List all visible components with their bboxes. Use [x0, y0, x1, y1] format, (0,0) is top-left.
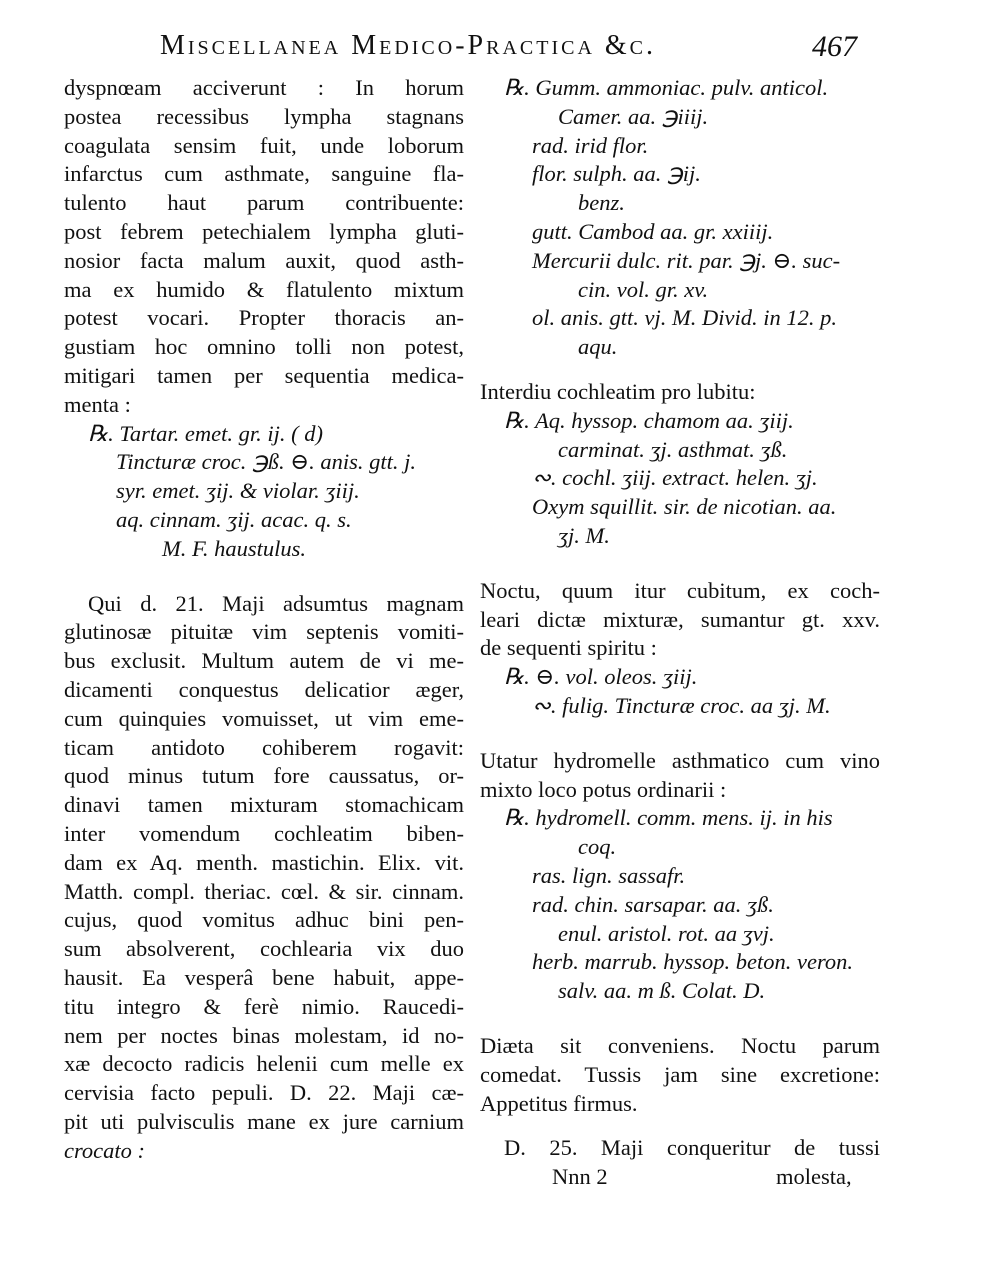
left-column-text-line: post febrem petechialem lympha gluti-: [64, 218, 464, 244]
right-column-text-line: aqu.: [578, 334, 618, 360]
right-column-text-line: ℞. Aq. hyssop. chamom aa. ʒiij.: [504, 407, 794, 433]
page-number: 467: [812, 30, 857, 63]
left-column-text-line: dyspnœam acciverunt : In horum: [64, 75, 464, 100]
right-column-spacer: [480, 721, 880, 747]
left-column-text-line: inter vomendum cochleatim biben-: [64, 820, 464, 846]
right-column-text-line: flor. sulph. aa. ℈ij.: [532, 161, 701, 187]
right-column: [480, 74, 880, 1193]
left-column-text-line: tulento haut parum contribuente:: [64, 190, 464, 216]
right-column-text-line: comedat. Tussis jam sine excretione:: [480, 1061, 880, 1087]
right-column-text-line: Noctu, quum itur cubitum, ex coch-: [480, 577, 880, 603]
left-column-text-line: M. F. haustulus.: [162, 535, 306, 561]
left-column-text-line: coagulata sensim fuit, unde loborum: [64, 132, 464, 158]
left-column-text-line: nem per noctes binas molestam, id no-: [64, 1022, 464, 1048]
right-column-text-line: carminat. ʒj. asthmat. ʒß.: [558, 436, 788, 462]
left-column-text-line: cum quinquies vomuisset, ut vim eme-: [64, 705, 464, 731]
right-column-text-line: ʒj. M.: [558, 522, 610, 548]
left-column: [64, 74, 464, 1165]
right-column-text-line: Oxym squillit. sir. de nicotian. aa.: [532, 494, 837, 520]
right-column-text-line: rad. irid flor.: [532, 132, 649, 158]
signature-mark: Nnn 2: [552, 1164, 608, 1190]
right-column-text-line: ℞. Gumm. ammoniac. pulv. anticol.: [504, 75, 829, 100]
left-column-text-line: pit uti pulvisculis mane ex jure carnium: [64, 1108, 464, 1134]
left-column-text-line: xæ decocto radicis helenii cum melle ex: [64, 1051, 464, 1077]
right-column-text-line: coq.: [578, 834, 617, 860]
left-column-text-line: dicamenti conquestus delicatior æger,: [64, 676, 464, 702]
right-column-text-line: rad. chin. sarsapar. aa. ʒß.: [532, 891, 774, 917]
right-column-text-line: ras. lign. sassafr.: [532, 862, 686, 888]
left-column-text-line: cujus, quod vomitus adhuc bini pen-: [64, 907, 464, 933]
right-column-text-line: leari dictæ mixturæ, sumantur gt. xxv.: [480, 606, 880, 632]
left-column-text-line: potest vocari. Propter thoracis an-: [64, 305, 464, 331]
right-column-spacer: [480, 1006, 880, 1032]
left-column-text-line: ma ex humido & flatulento mixtum: [64, 276, 464, 302]
left-column-text-line: crocato :: [64, 1137, 146, 1163]
right-column-text-line: mixto loco potus ordinarii :: [480, 776, 727, 802]
catchword: molesta,: [776, 1164, 852, 1190]
right-column-text-line: enul. aristol. rot. aa ʒvj.: [558, 920, 775, 946]
right-column-text-line: ∾. fulig. Tincturæ croc. aa ʒj. M.: [532, 692, 831, 718]
right-column-text-line: de sequenti spiritu :: [480, 635, 657, 661]
right-column-text-line: Interdiu cochleatim pro lubitu:: [480, 378, 756, 404]
left-column-text-line: bus exclusit. Multum autem de vi me-: [64, 648, 464, 674]
right-column-text-line: ℞. ⊖. vol. oleos. ʒiij.: [504, 664, 698, 690]
left-column-text-line: dam ex Aq. menth. mastichin. Elix. vit.: [64, 849, 464, 875]
right-column-text-line: salv. aa. m ß. Colat. D.: [558, 978, 766, 1004]
right-column-text-line: ∾. cochl. ʒiij. extract. helen. ʒj.: [532, 465, 818, 491]
left-column-text-line: nosior facta malum auxit, quod asth-: [64, 247, 464, 273]
left-column-text-line: cervisia facto pepuli. D. 22. Maji cæ-: [64, 1080, 464, 1106]
right-column-spacer: [480, 551, 880, 577]
right-column-text-line: Appetitus firmus.: [480, 1090, 638, 1116]
right-column-spacer: [480, 1118, 880, 1134]
running-title: Miscellanea Medico-Practica &c.: [160, 30, 657, 61]
right-column-text-line: ℞. hydromell. comm. mens. ij. in his: [504, 805, 833, 831]
right-column-text-line: Mercurii dulc. rit. par. ℈j. ⊖. suc-: [532, 247, 841, 273]
right-column-text-line: D. 25. Maji conqueritur de tussi: [504, 1135, 880, 1161]
left-column-text-line: gustiam hoc omnino tolli non potest,: [64, 334, 464, 360]
left-column-text-line: sum absolverent, cochlearia vix duo: [64, 936, 464, 962]
right-column-text-line: herb. marrub. hyssop. beton. veron.: [532, 949, 854, 975]
left-column-text-line: dinavi tamen mixturam stomachicam: [64, 792, 464, 818]
left-column-text-line: syr. emet. ʒij. & violar. ʒiij.: [116, 478, 360, 504]
left-column-text-line: infarctus cum asthmate, sanguine fla-: [64, 161, 464, 187]
right-column-text-line: cin. vol. gr. xv.: [578, 276, 709, 302]
right-column-spacer: [480, 362, 880, 378]
right-column-text-line: Utatur hydromelle asthmatico cum vino: [480, 747, 880, 773]
left-column-text-line: Tincturæ croc. ℈ß. ⊖. anis. gtt. j.: [116, 449, 416, 475]
right-column-text-line: Camer. aa. ℈iiij.: [558, 103, 709, 129]
left-column-text-line: glutinosæ pituitæ vim septenis vomiti-: [64, 619, 464, 645]
left-column-spacer: [64, 564, 464, 590]
left-column-text-line: menta :: [64, 391, 131, 417]
left-column-text-line: ℞. Tartar. emet. gr. ij. ( d): [88, 420, 323, 446]
left-column-text-line: ticam antidoto cohiberem rogavit:: [64, 734, 464, 760]
right-column-text-line: ol. anis. gtt. vj. M. Divid. in 12. p.: [532, 305, 837, 331]
left-column-text-line: postea recessibus lympha stagnans: [64, 103, 464, 129]
left-column-text-line: titu integro & ferè nimio. Raucedi-: [64, 993, 464, 1019]
right-column-text-line: Diæta sit conveniens. Noctu parum: [480, 1032, 880, 1058]
page-footer: [480, 1163, 880, 1193]
right-column-text-line: gutt. Cambod aa. gr. xxiiij.: [532, 218, 774, 244]
left-column-text-line: aq. cinnam. ʒij. acac. q. s.: [116, 506, 352, 532]
right-column-lines: [480, 74, 880, 1163]
left-column-text-line: quod minus tutum fore caussatus, or-: [64, 763, 464, 789]
left-column-text-line: mitigari tamen per sequentia medica-: [64, 362, 464, 388]
left-column-text-line: Matth. compl. theriac. cœl. & sir. cinnam.: [64, 878, 464, 904]
left-column-text-line: hausit. Ea vesperâ bene habuit, appe-: [64, 964, 464, 990]
left-column-text-line: Qui d. 21. Maji adsumtus magnam: [88, 590, 464, 616]
right-column-text-line: benz.: [578, 190, 625, 216]
